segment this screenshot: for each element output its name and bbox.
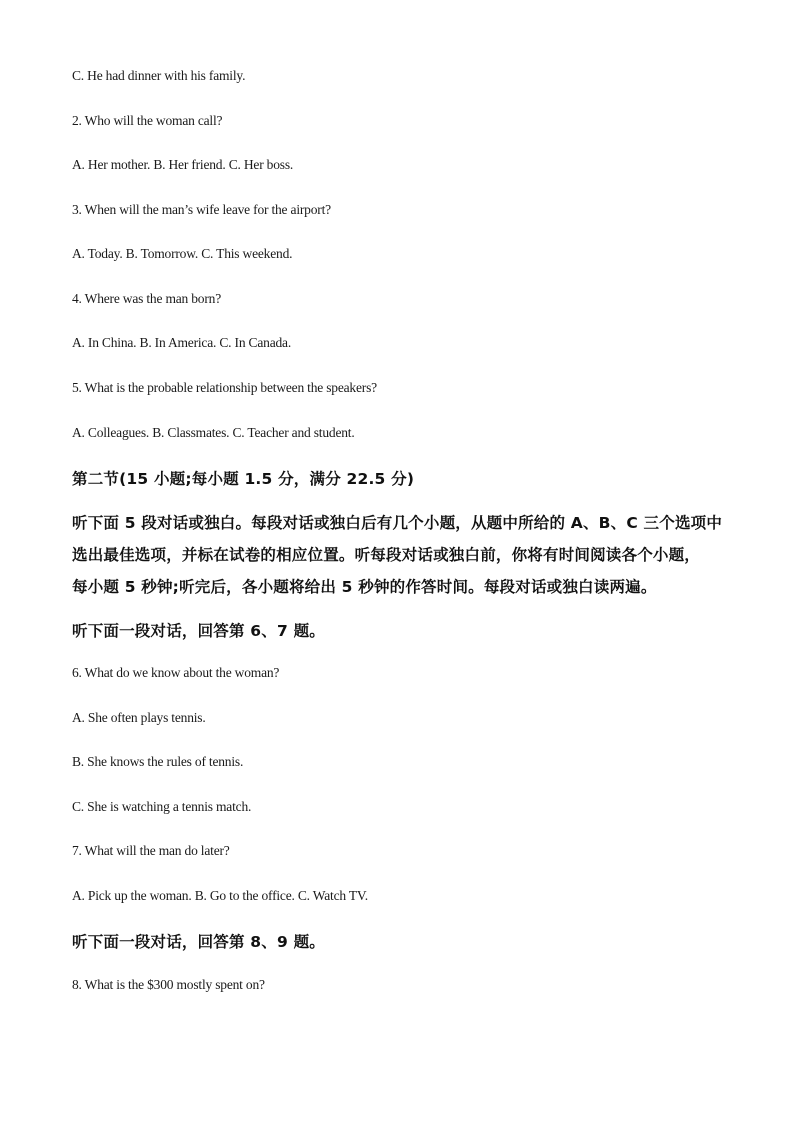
q5-options: A. Colleagues. B. Classmates. C. Teacher and student. xyxy=(72,425,355,440)
question-2: 2. Who will the woman call? xyxy=(72,113,223,128)
instructions-line-3: 每小题 5 秒钟;听完后，各小题将给出 5 秒钟的作答时间。每段对话或独白读两遍。 xyxy=(72,578,657,596)
q6-option-b: B. She knows the rules of tennis. xyxy=(72,754,244,769)
section-2-heading: 第二节(15 小题;每小题 1.5 分，满分 22.5 分) xyxy=(72,470,415,488)
dialogue-8-9-heading: 听下面一段对话，回答第 8、9 题。 xyxy=(72,933,325,951)
q6-option-a: A. She often plays tennis. xyxy=(72,710,206,725)
question-7: 7. What will the man do later? xyxy=(72,843,230,858)
q1-option-c: C. He had dinner with his family. xyxy=(72,68,246,83)
instructions-line-2: 选出最佳选项，并标在试卷的相应位置。听每段对话或独白前，你将有时间阅读各个小题， xyxy=(72,546,701,564)
q6-option-c: C. She is watching a tennis match. xyxy=(72,799,252,814)
dialogue-6-7-heading: 听下面一段对话，回答第 6、7 题。 xyxy=(72,622,325,640)
question-5: 5. What is the probable relationship between the speakers? xyxy=(72,380,377,395)
question-8: 8. What is the $300 mostly spent on? xyxy=(72,977,265,992)
instructions-line-1: 听下面 5 段对话或独白。每段对话或独白后有几个小题，从题中所给的 A、B、C 三个选项中 xyxy=(72,514,723,532)
q3-options: A. Today. B. Tomorrow. C. This weekend. xyxy=(72,246,293,261)
q2-options: A. Her mother. B. Her friend. C. Her boss. xyxy=(72,157,294,172)
question-3: 3. When will the man’s wife leave for the airport? xyxy=(72,202,331,217)
question-4: 4. Where was the man born? xyxy=(72,291,221,306)
q7-options: A. Pick up the woman. B. Go to the office. C. Watch TV. xyxy=(72,888,368,903)
question-6: 6. What do we know about the woman? xyxy=(72,665,280,680)
q4-options: A. In China. B. In America. C. In Canada. xyxy=(72,335,291,350)
